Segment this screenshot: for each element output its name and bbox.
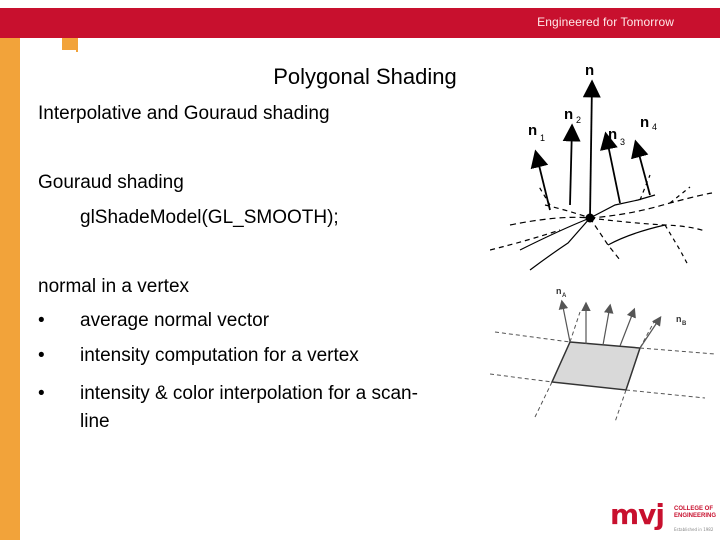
logo-line1: COLLEGE OF (674, 506, 713, 512)
normal-heading: normal in a vertex (38, 276, 190, 297)
logo-subtitle (674, 506, 716, 520)
bullet-marker: • (38, 345, 45, 366)
bullet-text: average normal vector (80, 310, 270, 331)
label-n2-sub: 2 (576, 115, 582, 125)
left-frame-bar (0, 38, 20, 540)
label-n3: n (608, 126, 618, 143)
bullet-item (38, 310, 438, 345)
normal-vectors (536, 83, 650, 218)
label-nB-sub: B (682, 321, 687, 327)
patch-normals (562, 302, 660, 348)
college-logo (610, 500, 718, 536)
slide-title: Polygonal Shading (273, 64, 457, 89)
gouraud-heading: Gouraud shading (38, 172, 184, 193)
bullet-item (38, 380, 438, 436)
bullet-text: intensity computation for a vertex (80, 345, 359, 366)
mesh-surface (490, 175, 712, 270)
label-n4-sub: 4 (652, 122, 658, 132)
header-tagline: Engineered for Tomorrow (537, 15, 674, 29)
bullet-marker: • (38, 310, 45, 331)
logo-established: Established in 1982 (674, 527, 714, 532)
label-n1-sub: 1 (540, 133, 546, 143)
header-bar (0, 8, 720, 38)
label-n: n (585, 62, 595, 79)
shaded-patch-diagram (490, 282, 720, 432)
label-n2: n (564, 106, 574, 123)
gouraud-code: glShadeModel(GL_SMOOTH); (80, 207, 339, 228)
vertex-point (586, 214, 595, 223)
bullet-marker: • (38, 383, 45, 404)
shaded-quad (552, 342, 640, 390)
label-n1: n (528, 122, 538, 139)
label-nA-sub: A (562, 293, 567, 299)
logo-line2: ENGINEERING (674, 513, 717, 519)
subtitle-text: Interpolative and Gouraud shading (38, 103, 330, 124)
bullet-item (38, 345, 438, 380)
vertex-normal-diagram (490, 55, 720, 275)
label-nA: n (556, 286, 562, 296)
logo-wordmark: mvj (610, 498, 665, 531)
frame-notch (62, 38, 76, 50)
bullet-list (38, 310, 438, 436)
label-n4: n (640, 114, 650, 131)
patch-labels (556, 286, 687, 327)
label-nB: n (676, 314, 682, 324)
bullet-text: intensity & color interpolation for a scan-line (80, 383, 418, 432)
label-n3-sub: 3 (620, 137, 626, 147)
frame-line (76, 38, 78, 52)
